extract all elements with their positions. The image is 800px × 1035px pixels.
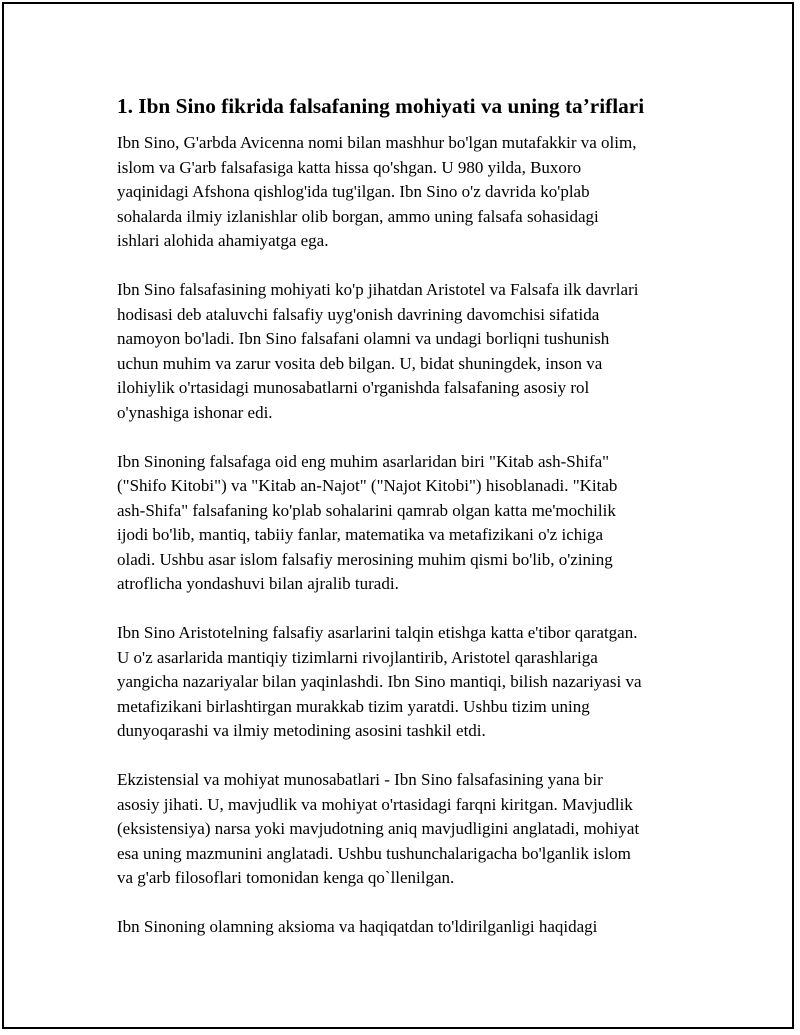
paragraph-line: yangicha nazariyalar bilan yaqinlashdi. Ibn Sino mantiqi, bilish nazariyasi va [117, 672, 642, 691]
paragraph-line: uchun muhim va zarur vosita deb bilgan. U, bidat shuningdek, inson va [117, 353, 603, 373]
paragraph-line: metafizikani birlashtirgan murakkab tizim yaratdi. Ushbu tizim uning [117, 696, 590, 716]
body-paragraph [117, 450, 687, 597]
paragraph-line: islom va G'arb falsafasiga katta hissa qo'shgan. U 980 yilda, Buxoro [117, 157, 582, 177]
paragraph-line: Ibn Sino Aristotelning falsafiy asarlarini talqin etishga katta e'tibor qaratgan. [117, 623, 638, 642]
paragraph-line: Ibn Sinoning falsafaga oid eng muhim asarlaridan biri "Kitab ash-Shifa" [117, 451, 610, 471]
paragraph-line: Ekzistensial va mohiyat munosabatlari - Ibn Sino falsafasining yana bir [117, 770, 603, 789]
paragraph-line: namoyon bo'ladi. Ibn Sino falsafani olamni va undagi borliqni tushunish [117, 329, 610, 348]
body-paragraph [117, 131, 687, 254]
paragraph-line: va g'arb filosoflari tomonidan kenga qo`llenilgan. [117, 868, 455, 887]
body-paragraph [117, 768, 687, 891]
paragraph-line: ("Shifo Kitobi") va "Kitab an-Najot" ("Najot Kitobi") hisoblanadi. "Kitab [117, 476, 618, 495]
paragraph-line: o'ynashiga ishonar edi. [117, 402, 273, 422]
paragraph-line: esa uning mazmunini anglatadi. Ushbu tushunchalarigacha bo'lganlik islom [117, 843, 631, 863]
paragraph-line: atroflicha yondashuvi bilan ajralib turadi. [117, 574, 399, 593]
paragraph-line: ash-Shifa" falsafaning ko'plab sohalarini qamrab olgan katta me'mochilik [117, 500, 616, 520]
paragraph-line: hodisasi deb ataluvchi falsafiy uyg'onish davrining davomchisi sifatida [117, 304, 600, 324]
paragraph-line: Ibn Sino falsafasining mohiyati ko'p jihatdan Aristotel va Falsafa ilk davrlari [117, 280, 639, 299]
paragraph-line: Ibn Sino, G'arbda Avicenna nomi bilan mashhur bo'lgan mutafakkir va olim, [117, 133, 637, 152]
paragraph-line: Ibn Sinoning olamning aksioma va haqiqatdan to'ldirilganligi haqidagi [117, 917, 598, 936]
paragraph-line: dunyoqarashi va ilmiy metodining asosini tashkil etdi. [117, 721, 486, 740]
paragraph-list [117, 131, 687, 940]
paragraph-line: U o'z asarlarida mantiqiy tizimlarni rivojlantirib, Aristotel qarashlariga [117, 647, 598, 667]
body-paragraph [117, 278, 687, 425]
paragraph-line: (eksistensiya) narsa yoki mavjudotning aniq mavjudligini anglatadi, mohiyat [117, 819, 640, 838]
paragraph-line: ishlari alohida ahamiyatga ega. [117, 231, 329, 250]
paragraph-line: ijodi bo'lib, mantiq, tabiiy fanlar, matematika va metafizikani o'z ichiga [117, 525, 604, 544]
paragraph-line: ilohiylik o'rtasidagi munosabatlarni o'rganishda falsafaning asosiy rol [117, 378, 590, 397]
body-paragraph [117, 621, 687, 744]
paragraph-line: yaqinidagi Afshona qishlog'ida tug'ilgan. Ibn Sino o'z davrida ko'plab [117, 182, 590, 201]
paragraph-line: asosiy jihati. U, mavjudlik va mohiyat o'rtasidagi farqni kiritgan. Mavjudlik [117, 794, 633, 814]
paragraph-line: oladi. Ushbu asar islom falsafiy merosining muhim qismi bo'lib, o'zining [117, 549, 613, 569]
body-paragraph [117, 915, 687, 940]
document-body [117, 92, 687, 964]
paragraph-line: sohalarda ilmiy izlanishlar olib borgan, ammo uning falsafa sohasidagi [117, 206, 599, 226]
section-heading: 1. Ibn Sino fikrida falsafaning mohiyati va uning ta’riflari [117, 94, 645, 118]
